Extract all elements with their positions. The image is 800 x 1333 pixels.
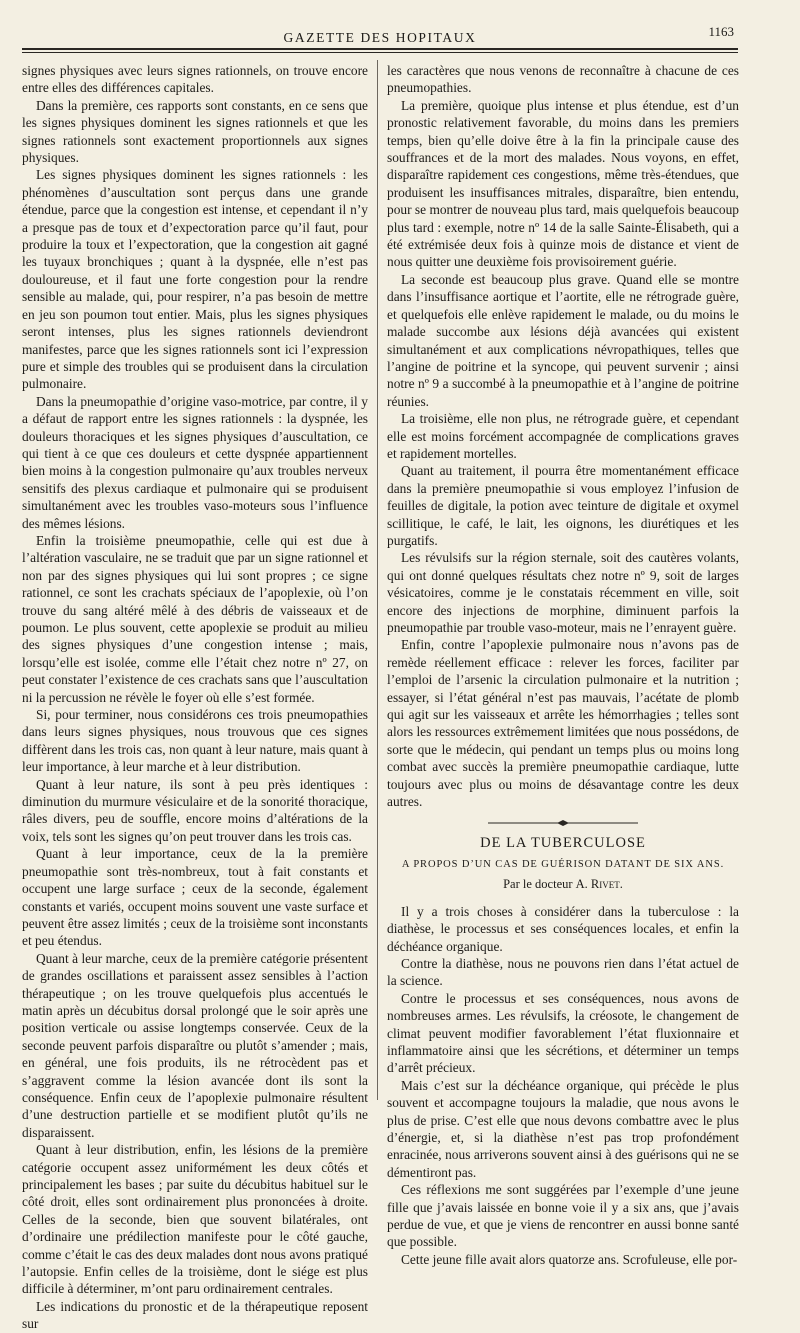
author-name: A. Rivet. [575,877,623,892]
paragraph: Enfin la troisième pneumopathie, celle qui est due à l’altération vasculaire, ne se traduit que par un signe rationnel et non par des signes physiques qui lui sont propres ; ce signe rationnel, ce sont les crachats spéciaux de l’apoplexie, où l’on trouve du sang altéré mêlé à des débris de vaisseaux et de poumon. Le plus souvent, cette apoplexie se produit au milieu des signes physiques d’une congestion intense ; mais, lorsqu’elle est isolée, comme elle l’était chez notre nº 27, on peut constater l’existence de ces crachats sans que l’auscultation ni la percussion ne révèle le foyer où elle s’est formée. [22,532,368,705]
left-column [22,62,368,1333]
right-column [387,62,739,1268]
paragraph: La troisième, elle non plus, ne rétrograde guère, et cependant elle est moins forcément accompagnée de complications graves et rapidement mortelles. [387,411,739,461]
paragraph: Dans la pneumopathie d’origine vaso-motrice, par contre, il y a défaut de rapport entre les signes rationnels : la dyspnée, les douleurs thoraciques et les signes physiques d’auscultation, ce qui tient à ce que ces douleurs et cette dyspnée appartiennent bien moins à la congestion pulmonaire qu’aux troubles nerveux sensitifs des plexus cardiaque et pulmonaire qui se produisent simultanément avec les troubles vaso-moteurs sous l’influence des mêmes lésions. [22,393,368,531]
paragraph: La seconde est beaucoup plus grave. Quand elle se montre dans l’insuffisance aortique et l’aortite, elle ne rétrograde guère, et quelquefois elle enlève rapidement le malade, ou du moins le malade succombe aux lésions déjà avancées qui existent simultanément et aux complications névropathiques, telles que l’angine de poitrine et la syncope, qui peuvent survenir ; ainsi notre nº 9 a succombé à la pneumopathie et à l’angine de poitrine réunies. [387,271,739,409]
paragraph: Enfin, contre l’apoplexie pulmonaire nous n’avons pas de remède réellement efficace : relever les forces, faciliter par l’emploi de l’arsenic la circulation pulmonaire et la nutrition ; essayer, si l’état général n’est pas mauvais, l’acétate de plomb qui agit sur les vaisseaux et arrête les hémorrhagies ; telles sont alors les ressources extrêmement limitées que nous possédons, de sorte que le médecin, qui pendant un temps plus ou moins long combat avec succès la première pneumopathie cardiaque, lutte toujours avec plus ou moins de désavantage contre les deux autres. [387,637,739,810]
paragraph: Quant au traitement, il pourra être momentanément efficace dans la première pneumopathie si vous employez l’infusion de feuilles de digitale, la potion avec teinture de digitale et oxymel scillitique, le café, le lait, les oignons, les diurétiques et les purgatifs. [387,463,739,548]
page-number: 1163 [708,24,734,39]
paragraph: Il y a trois choses à considérer dans la tuberculose : la diathèse, le processus et ses conséquences locales, et enfin la déchéance organique. [387,903,739,954]
article-title: DE LA TUBERCULOSE [480,835,646,852]
section-ornament [488,820,638,826]
paragraph: La première, quoique plus intense et plus étendue, est d’un pronostic relativement favorable, du moins dans les premiers temps, bien qu’elle doive être à la fin la principale cause des souffrances et de la mort des malades. Nous voyons, en effet, disparaître rapidement ces congestions, même très-étendues, que produisent les insuffisances mitrales, disparaître, bien entendu, pour se montrer de nouveau plus tard, mais quelquefois beaucoup plus tard : exemple, notre nº 14 de la salle Sainte-Élisabeth, qui a été extrémisée deux fois à quinze mois de distance et vient de nous quitter une deuxième fois provisoirement guérie. [387,97,739,270]
paragraph: Quant à leur nature, ils sont à peu près identiques : diminution du murmure vésiculaire et de la sonorité thoracique, râles divers, peu de souffle, encore moins d’altérations de la voix, tels sont les signes qu’on peut trouver dans les trois cas. [22,776,368,844]
paragraph: Quant à leur importance, ceux de la la première pneumopathie sont très-nombreux, tout à fait constants et occupent une large surface ; ceux de la seconde, également constants et variés, occupent moins souvent une vaste surface et peuvent être assez limités ; ceux de la troisième sont inconstants et peu étendus. [22,846,368,949]
byline-prefix: Par le docteur [503,877,573,892]
column-divider [377,60,378,1100]
article-byline [387,876,739,893]
paragraph: Contre la diathèse, nous ne pouvons rien dans l’état actuel de la science. [387,955,739,989]
paragraph: Ces réflexions me sont suggérées par l’exemple d’une jeune fille que j’avais laissée en bonne voie il y a six ans, que j’avais perdue de vue, et que je viens de rencontrer en aussi bonne santé que possible. [387,1182,739,1250]
header-rule-thick [22,48,738,50]
paragraph: Cette jeune fille avait alors quatorze ans. Scrofuleuse, elle por- [401,1251,738,1267]
running-title: GAZETTE DES HOPITAUX [283,30,477,45]
paragraph: Quant à leur distribution, enfin, les lésions de la première catégorie occupent assez uniformément les deux côtés et principalement les bases ; par suite du décubitus habituel sur le côté droit, elles sont ordinairement plus prononcées à droite. Celles de la seconde, bien que souvent bilatérales, ont d’ordinaire une prédilection manifeste pour le côté gauche, comme c’était le cas des deux malades dont nous avons pratiqué l’autopsie. Enfin celles de la troisième, dont le siége est plus difficile à déterminer, m’ont paru ordinairement centrales. [22,1142,368,1297]
header-rule-thin [22,52,738,53]
paragraph: Si, pour terminer, nous considérons ces trois pneumopathies dans leurs signes physiques, nous trouvous que ces signes diffèrent dans les trois cas, non quant à leur nature, mais quant à leur importance, à leur marche et à leur distribution. [22,707,368,775]
paragraph: Les indications du pronostic et de la thérapeutique reposent sur [22,1298,368,1332]
paragraph: Dans la première, ces rapports sont constants, en ce sens que les signes physiques dominent les signes rationnels et que les signes rationnels sont exactement proportionnels aux signes physiques. [22,97,368,166]
paragraph: Les signes physiques dominent les signes rationnels : les phénomènes d’auscultation sont perçus dans une grande étendue, parce que la congestion est intense, et cependant il n’y a presque pas de toux et d’expectoration parce qu’il faut, pour produire la toux et l’expectoration, que la congestion ait gagné les tuyaux bronchiques ; quant à la dyspnée, elle n’est pas douloureuse, et il faut une forte congestion pour la rendre sensible au malade, qui, pour respirer, n’a pas besoin de mettre en jeu son poumon tout entier. Mais, plus les signes physiques seront intenses, plus les signes rationnels deviendront manifestes, parce que les signes rationnels sont ici l’expression pure et simple des troubles qui se produisent dans la circulation pulmonaire. [22,167,368,392]
paragraph: Contre le processus et ses conséquences, nous avons de nombreuses armes. Les révulsifs, la créosote, le changement de climat peuvent modifier favorablement l’état fluxionnaire et inflammatoire ainsi que les sécrétions, et déterminer un temps d’arrêt précieux. [387,990,739,1076]
paragraph: Quant à leur marche, ceux de la première catégorie présentent de grandes oscillations et paraissent assez sensibles à l’action thérapeutique ; on les trouve quelquefois plus accentués le matin après un décubitus dorsal prolongé que le soir après une position verticale ou assise longtemps conservée. Ceux de la seconde peuvent parfois disparaître ou plutôt s’amender ; mais, en général, une fois produits, ils ne rétrocèdent pas et s’aggravent comme la lésion avancée dont ils sont la conséquence. Enfin ceux de l’apoplexie pulmonaire résultent d’une destruction partielle et se modifient plutôt qu’ils ne disparaissent. [22,950,368,1140]
paragraph: Les révulsifs sur la région sternale, soit des cautères volants, qui ont donné quelques résultats chez notre nº 9, soit de larges vésicatoires, comme je le constatais récemment en ville, soit encore des injections de morphine, diminuent parfois la pneumopathie par trouble vaso-moteur, mais ne l’enrayent guère. [387,550,739,635]
paragraph: signes physiques avec leurs signes rationnels, on trouve encore entre elles des différences capitales. [22,63,368,96]
article-subtitle: A PROPOS D’UN CAS DE GUÉRISON DATANT DE SIX ANS. [401,858,725,870]
paragraph: Mais c’est sur la déchéance organique, qui précède le plus souvent et accompagne toujours la maladie, que nous avons le plus de prise. C’est elle que nous devons combattre avec le plus d’énergie, et, si la diathèse n’est pas trop profondément enracinée, nous arriverons souvent ainsi à des guérisons qui ne se démentiront pas. [387,1077,739,1180]
paragraph: les caractères que nous venons de reconnaître à chacune de ces pneumopathies. [387,63,739,96]
